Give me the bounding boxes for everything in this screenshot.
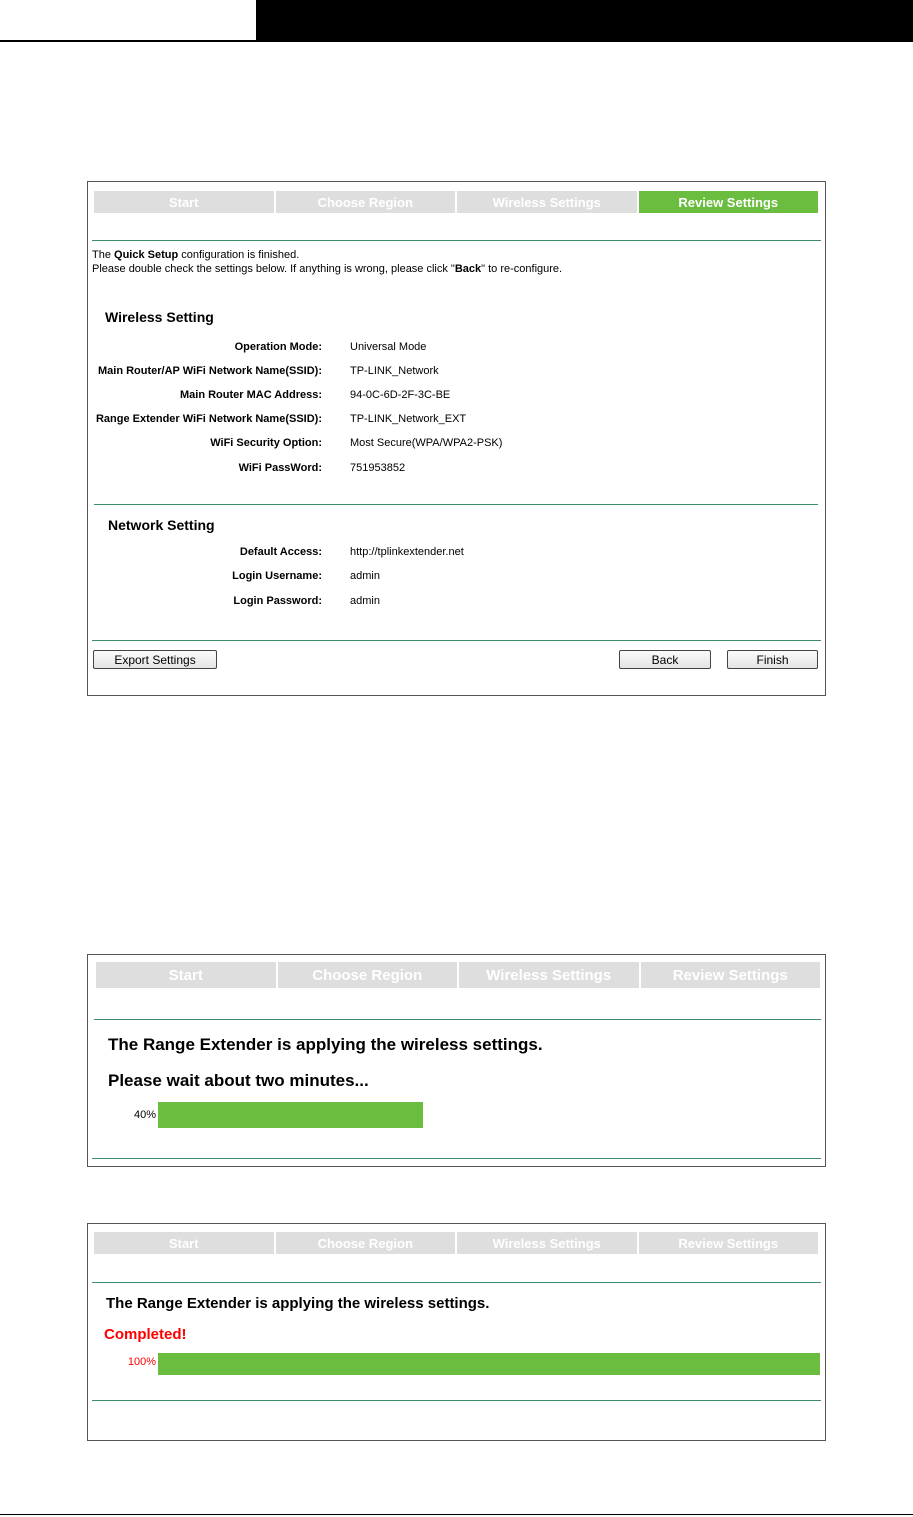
extender-ssid-row xyxy=(88,413,808,427)
progress-bar-fill xyxy=(158,1353,820,1375)
header-black-bar xyxy=(256,0,913,42)
operation-mode-row xyxy=(88,341,808,355)
divider xyxy=(92,240,821,241)
progress-bar-fill xyxy=(158,1102,423,1128)
default-access-label: Default Access: xyxy=(239,546,322,558)
divider xyxy=(94,1019,821,1020)
document-header xyxy=(0,0,913,42)
tab-review-settings[interactable]: Review Settings xyxy=(639,191,819,213)
header-rule xyxy=(0,40,256,42)
divider xyxy=(92,1400,821,1401)
main-router-ssid-label: Main Router/AP WiFi Network Name(SSID): xyxy=(97,365,322,377)
login-password-value: admin xyxy=(350,595,380,607)
progress-percent: 40% xyxy=(133,1109,156,1121)
login-username-value: admin xyxy=(350,570,380,582)
security-option-row xyxy=(88,437,808,451)
divider xyxy=(92,640,821,641)
applying-message: The Range Extender is applying the wireless settings. xyxy=(108,1035,543,1054)
default-access-value: http://tplinkextender.net xyxy=(350,546,464,558)
wait-message: Please wait about two minutes... xyxy=(108,1071,369,1090)
main-router-mac-label: Main Router MAC Address: xyxy=(180,389,322,401)
divider xyxy=(92,1158,821,1159)
completed-status: Completed! xyxy=(104,1326,187,1343)
back-button[interactable]: Back xyxy=(619,650,711,669)
wireless-setting-title: Wireless Setting xyxy=(105,309,214,325)
tab-wireless-settings[interactable]: Wireless Settings xyxy=(459,962,639,988)
tab-review-settings[interactable]: Review Settings xyxy=(639,1232,819,1254)
tab-choose-region[interactable]: Choose Region xyxy=(276,191,456,213)
applying-message: The Range Extender is applying the wireless settings. xyxy=(106,1295,490,1312)
wifi-password-label: WiFi PassWord: xyxy=(238,462,322,474)
progress-bar xyxy=(158,1102,820,1128)
step-tabs xyxy=(94,191,818,213)
extender-ssid-label: Range Extender WiFi Network Name(SSID): xyxy=(95,413,322,425)
step-tabs xyxy=(94,1232,818,1254)
divider xyxy=(92,1282,821,1283)
login-password-label: Login Password: xyxy=(233,595,322,607)
login-password-row xyxy=(88,595,808,609)
operation-mode-label: Operation Mode: xyxy=(234,341,322,353)
wifi-password-value: 751953852 xyxy=(350,462,406,474)
finish-button[interactable]: Finish xyxy=(727,650,818,669)
completed-screenshot xyxy=(87,1223,826,1441)
tab-choose-region[interactable]: Choose Region xyxy=(278,962,458,988)
export-settings-button[interactable]: Export Settings xyxy=(93,650,217,669)
step-tabs xyxy=(96,962,820,988)
security-option-label: WiFi Security Option: xyxy=(210,437,322,449)
main-router-ssid-row xyxy=(88,365,808,379)
tab-wireless-settings[interactable]: Wireless Settings xyxy=(457,191,637,213)
tab-start[interactable]: Start xyxy=(94,191,274,213)
operation-mode-value: Universal Mode xyxy=(350,341,427,353)
default-access-row xyxy=(88,546,808,560)
divider xyxy=(94,504,818,505)
main-router-mac-value: 94-0C-6D-2F-3C-BE xyxy=(350,389,451,401)
tab-review-settings[interactable]: Review Settings xyxy=(641,962,821,988)
network-setting-title: Network Setting xyxy=(108,517,215,533)
main-router-mac-row xyxy=(88,389,808,403)
tab-choose-region[interactable]: Choose Region xyxy=(276,1232,456,1254)
tab-wireless-settings[interactable]: Wireless Settings xyxy=(457,1232,637,1254)
progress-percent: 100% xyxy=(127,1356,156,1368)
main-router-ssid-value: TP-LINK_Network xyxy=(350,365,439,377)
extender-ssid-value: TP-LINK_Network_EXT xyxy=(350,413,467,425)
applying-settings-screenshot xyxy=(87,954,826,1167)
setup-intro: The Quick Setup configuration is finished. Please double check the settings below. If anything is wrong, please click "Back" to re-configure. xyxy=(92,249,563,275)
footer-rule xyxy=(0,1514,913,1515)
progress-bar xyxy=(158,1353,820,1375)
tab-start[interactable]: Start xyxy=(96,962,276,988)
review-settings-screenshot xyxy=(87,181,826,696)
security-option-value: Most Secure(WPA/WPA2-PSK) xyxy=(350,437,503,449)
tab-start[interactable]: Start xyxy=(94,1232,274,1254)
wifi-password-row xyxy=(88,462,808,476)
login-username-label: Login Username: xyxy=(232,570,322,582)
login-username-row xyxy=(88,570,808,584)
